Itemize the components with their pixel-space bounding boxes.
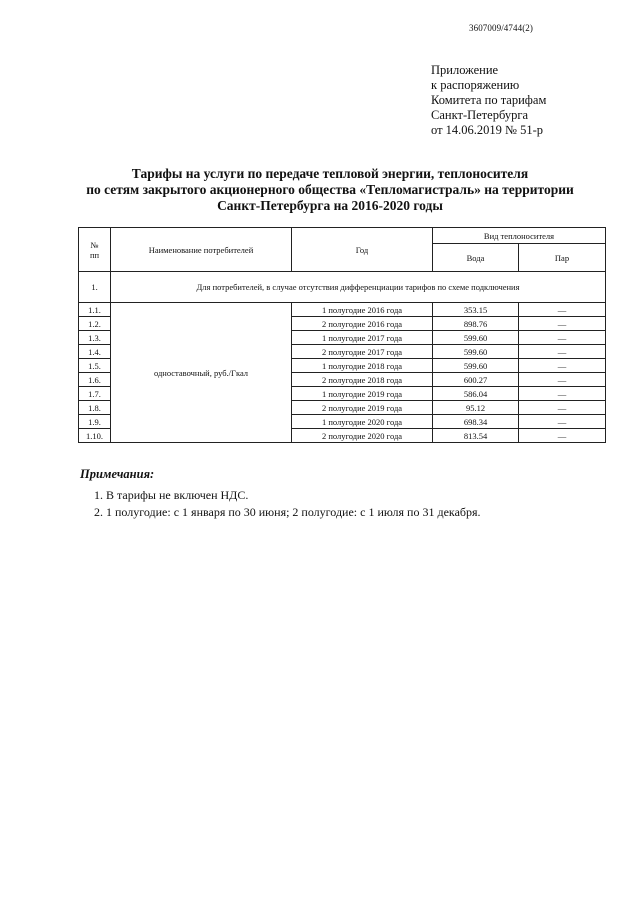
tariff-table (78, 227, 606, 443)
row-num: 1.4. (79, 345, 111, 359)
row-water: 600.27 (433, 373, 519, 387)
row-period: 1 полугодие 2016 года (292, 303, 433, 317)
row-num: 1.8. (79, 401, 111, 415)
appendix-line: от 14.06.2019 № 51-р (431, 123, 544, 137)
appendix-line: Комитета по тарифам (431, 93, 547, 107)
row-num: 1.9. (79, 415, 111, 429)
document-title (60, 166, 600, 214)
row-water: 813.54 (433, 429, 519, 443)
row-water: 599.60 (433, 345, 519, 359)
header-carrier-type: Вид теплоносителя (433, 228, 606, 244)
row-period: 2 полугодие 2020 года (292, 429, 433, 443)
row-num: 1.6. (79, 373, 111, 387)
consumer-name: одноставочный, руб./Гкал (111, 303, 292, 443)
appendix-block (431, 63, 546, 138)
row-water: 599.60 (433, 359, 519, 373)
row-steam: — (519, 359, 606, 373)
row-num: 1.10. (79, 429, 111, 443)
row-steam: — (519, 345, 606, 359)
row-period: 2 полугодие 2019 года (292, 401, 433, 415)
row-water: 95.12 (433, 401, 519, 415)
row-period: 2 полугодие 2018 года (292, 373, 433, 387)
row-steam: — (519, 387, 606, 401)
appendix-line: к распоряжению (431, 78, 520, 92)
row-num: 1.1. (79, 303, 111, 317)
appendix-line: Санкт-Петербурга (431, 108, 529, 122)
row-water: 599.60 (433, 331, 519, 345)
row-num: 1.7. (79, 387, 111, 401)
appendix-line: Приложение (431, 63, 499, 77)
group-label: Для потребителей, в случае отсутствия дифференциации тарифов по схеме подключения (111, 272, 606, 303)
note-item: 1. В тарифы не включен НДС. (106, 487, 481, 504)
row-water: 353.15 (433, 303, 519, 317)
group-num: 1. (79, 272, 111, 303)
row-water: 898.76 (433, 317, 519, 331)
header-steam: Пар (519, 244, 606, 272)
title-line: Тарифы на услуги по передаче тепловой энергии, теплоносителя (131, 166, 529, 181)
table-row (79, 303, 606, 317)
row-water: 698.34 (433, 415, 519, 429)
row-period: 1 полугодие 2020 года (292, 415, 433, 429)
note-item: 2. 1 полугодие: с 1 января по 30 июня; 2 полугодие: с 1 июля по 31 декабря. (106, 504, 481, 521)
row-period: 1 полугодие 2019 года (292, 387, 433, 401)
row-period: 1 полугодие 2018 года (292, 359, 433, 373)
header-year: Год (292, 228, 433, 272)
row-num: 1.3. (79, 331, 111, 345)
row-water: 586.04 (433, 387, 519, 401)
row-steam: — (519, 331, 606, 345)
row-steam: — (519, 429, 606, 443)
row-num: 1.5. (79, 359, 111, 373)
row-steam: — (519, 373, 606, 387)
row-period: 1 полугодие 2017 года (292, 331, 433, 345)
header-consumer: Наименование потребителей (111, 228, 292, 272)
row-period: 2 полугодие 2016 года (292, 317, 433, 331)
title-line: по сетям закрытого акционерного общества «Тепломагистраль» на территории (86, 182, 574, 197)
row-steam: — (519, 317, 606, 331)
row-steam: — (519, 303, 606, 317)
header-num: № пп (79, 228, 111, 272)
row-num: 1.2. (79, 317, 111, 331)
header-water: Вода (433, 244, 519, 272)
notes-title: Примечания: (80, 467, 155, 481)
title-line: Санкт-Петербурга на 2016-2020 годы (217, 198, 443, 213)
row-steam: — (519, 401, 606, 415)
row-steam: — (519, 415, 606, 429)
document-number: 3607009/4744(2) (469, 23, 533, 33)
row-period: 2 полугодие 2017 года (292, 345, 433, 359)
notes-list (86, 487, 481, 521)
